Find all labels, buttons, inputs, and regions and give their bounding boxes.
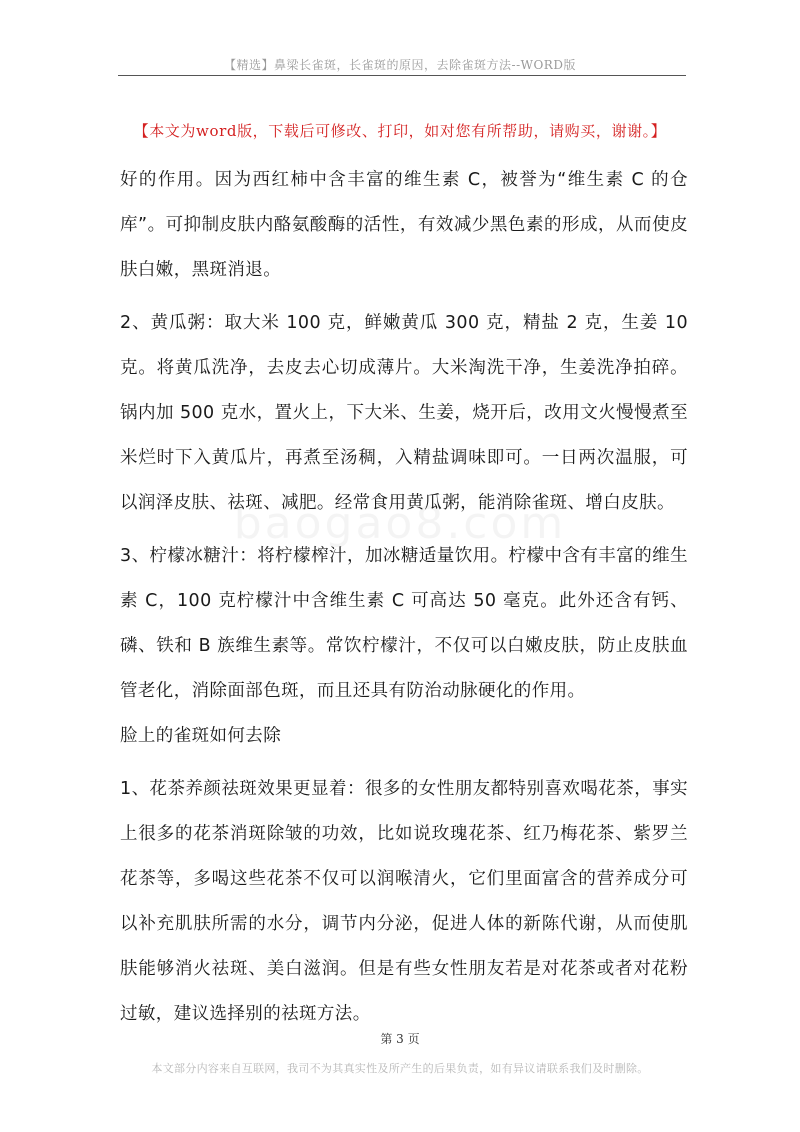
section-heading: 脸上的雀斑如何去除 xyxy=(120,726,282,746)
paragraph-lemon-juice: 3、柠檬冰糖汁：将柠檬榨汁，加冰糖适量饮用。柠檬中含有丰富的维生素 C，100 克柠檬汁中含维生素 C 可高达 50 毫克。此外还含有钙、磷、铁和 B 族维生素等。常饮柠檬汁，不仅可以白嫩皮肤，防止皮肤血管老化，消除面部色斑，而且还具有防治动脉硬化的作用。 xyxy=(120,546,688,701)
header-divider xyxy=(118,75,686,76)
paragraph-tomato: 好的作用。因为西红柿中含丰富的维生素 C，被誉为“维生素 C 的仓库”。可抑制皮肤内酪氨酸酶的活性，有效减少黑色素的形成，从而使皮肤白嫩，黑斑消退。 xyxy=(120,170,688,280)
page-number: 第 3 页 xyxy=(380,1032,420,1046)
footer-disclaimer: 本文部分内容来自互联网，我司不为其真实性及所产生的后果负责，如有异议请联系我们及时删除。 xyxy=(151,1062,649,1075)
download-notice: 【本文为word版，下载后可修改、打印，如对您有所帮助，请购买，谢谢。】 xyxy=(133,122,667,140)
paragraph-flower-tea: 1、花茶养颜祛斑效果更显着：很多的女性朋友都特别喜欢喝花茶，事实上很多的花茶消斑除皱的功效，比如说玫瑰花茶、红乃梅花茶、紫罗兰花茶等，多喝这些花茶不仅可以润喉清火，它们里面富含的营养成分可以补充肌肤所需的水分，调节内分泌，促进人体的新陈代谢，从而使肌肤能够消火祛斑、美白滋润。但是有些女性朋友若是对花茶或者对花粉过敏，建议选择别的祛斑方法。 xyxy=(120,779,688,1024)
document-body xyxy=(120,158,688,1037)
header-title: 【精选】鼻梁长雀斑，长雀斑的原因，去除雀斑方法--WORD版 xyxy=(224,58,576,72)
paragraph-cucumber-porridge: 2、黄瓜粥：取大米 100 克，鲜嫩黄瓜 300 克，精盐 2 克，生姜 10 克。将黄瓜洗净，去皮去心切成薄片。大米淘洗干净，生姜洗净拍碎。锅内加 500 克水，置火上，下大米、生姜，烧开后，改用文火慢慢煮至米烂时下入黄瓜片，再煮至汤稠，入精盐调味即可。一日两次温服，可以润泽皮肤、祛斑、减肥。经常食用黄瓜粥，能消除雀斑、增白皮肤。 xyxy=(120,313,688,513)
